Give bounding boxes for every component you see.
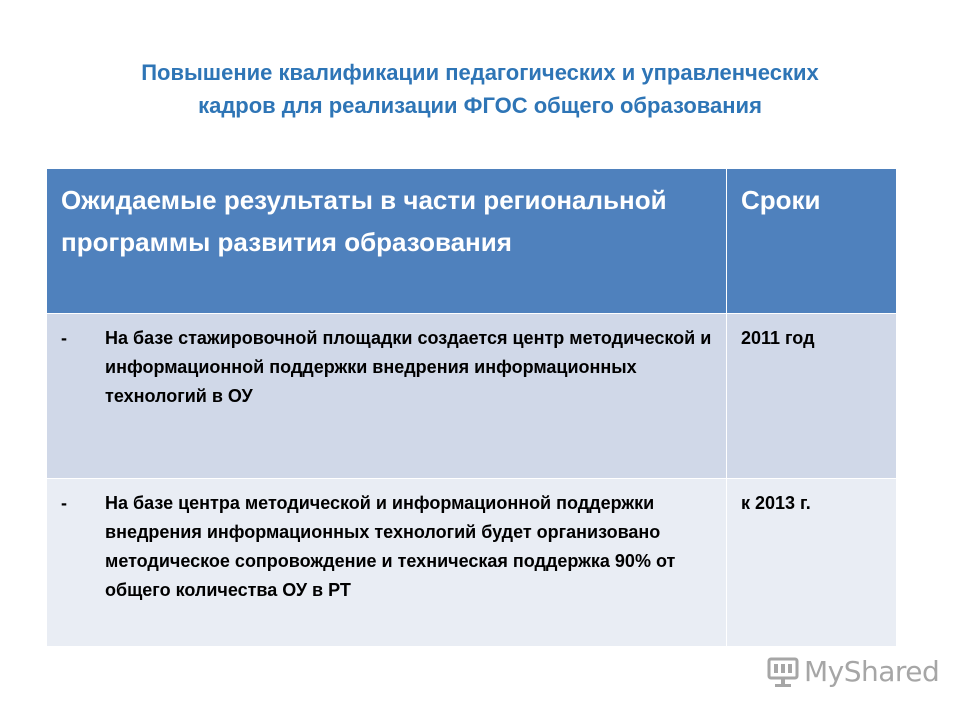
result-cell	[47, 479, 727, 647]
result-text: На базе стажировочной площадки создается центр методической и информационной поддержки внедрения информационных технологий в ОУ	[105, 328, 712, 406]
table-row	[47, 479, 897, 647]
table-header-row	[47, 169, 897, 314]
table-row	[47, 314, 897, 479]
bullet-dash: -	[61, 328, 67, 348]
term-cell: к 2013 г.	[727, 479, 897, 647]
myshared-watermark	[766, 655, 939, 689]
projector-screen-icon	[766, 655, 800, 689]
term-cell: 2011 год	[727, 314, 897, 479]
header-expected-results: Ожидаемые результаты в части региональной программы развития образования	[47, 169, 727, 314]
slide-title-line-2: кадров для реализации ФГОС общего образования	[198, 93, 762, 118]
result-cell	[47, 314, 727, 479]
slide-title	[60, 56, 900, 122]
result-text: На базе центра методической и информационной поддержки внедрения информационных технологий будет организовано методическое сопровождение и техническая поддержка 90% от общего количества ОУ в РТ	[105, 493, 676, 600]
results-table	[46, 168, 897, 647]
watermark-text: MyShared	[804, 655, 940, 688]
bullet-dash: -	[61, 493, 67, 513]
header-terms: Сроки	[727, 169, 897, 314]
slide-title-line-1: Повышение квалификации педагогических и управленческих	[141, 60, 819, 85]
